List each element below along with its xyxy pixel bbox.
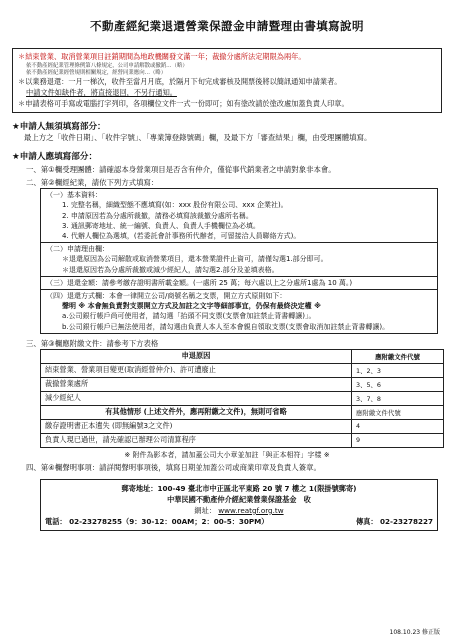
- table-row: 裁撤營業處所 3、5、6: [41, 377, 444, 391]
- mailing-address: 郵寄地址：100-49 臺北市中正區北平東路 20 號 7 樓之 1(限掛號郵寄): [121, 483, 357, 493]
- box-row-method: （四）退還方式欄：本會一律開立公司/商號名稱之支票，開立方式原則如下： 聲明 ※ 本會無負責對支票開立方式及加註之文字等細部事宜，仍保有最終決定權 ※ a.公司銀行帳戶尚可使用者，請勾選「抬頭不同支票(支票會加註禁止背書轉讓)」。 b.公司銀行帳戶已無法使用者，請勾選由負責人本人至本會親自領取支票(支票會取消加註禁止背書轉讓)。: [41, 289, 437, 333]
- table-row: 結束營業、營業項目變更(取消經營仲介)、許可遭廢止 1、2、3: [41, 363, 444, 377]
- broker-instructions-box: [40, 188, 438, 334]
- notice-line-3b: 中請文件如缺件者，將直接退回，不另行通知。: [26, 88, 177, 97]
- fax-number: 傳真： 02-23278227: [355, 516, 433, 526]
- contact-footer: [40, 479, 438, 531]
- table-row: 減少經紀人 3、7、8: [41, 391, 444, 405]
- organization-name: 中華民國不動產仲介經紀業營業保證基金 收: [167, 494, 311, 504]
- table-header: 申退原因 應附繳文件代號: [41, 349, 444, 363]
- version-label: 108.10.23 修正版: [389, 629, 440, 636]
- notice-line-1: ＊結束營業、取消營業項目註銷期間為地政機關發文滿一年；裁撤分處所法定期限為兩年。: [18, 52, 306, 61]
- notice-line-3: ＊以業務退還：一月一梯次，收件至當月月底，於隔月下旬完成審核及開票後將以簡訊通知申請業者。: [18, 77, 342, 87]
- no-fill-heading: ★申請人無須填寫部分：: [12, 122, 106, 133]
- no-fill-text: 最上方之「收件日期」、「收件字號」、「專業簿登錄號碼」欄，及最下方「審查結果」欄，由受理團體填寫。: [24, 133, 372, 143]
- table-subheader: 有其他情形 (上述文件外，應再附繳之文件)，無則可省略 應附繳文件代號: [41, 405, 444, 419]
- item-2: 二、第②欄經紀業，請依下列方式填寫：: [26, 178, 159, 188]
- page-title: 不動產經紀業退還營業保證金申請暨理由書填寫說明: [90, 19, 364, 33]
- item-4: 四、第④欄聲明事項：請詳閱聲明事項後，填寫日期並加蓋公司或商業印章及負責人簽章。: [26, 462, 321, 472]
- box-row-basic: （一）基本資料： 1. 完整名稱，細織型態不應填寫(如：xxx 股份有限公司、xxx 企業社)。 2. 申請原因若為分處所裁撤，請務必填寫該裁撤分處所名稱。 3. 通訊郵寄地址、統一編號、負責人、負責人手機欄位為必填。 4. 代辦人欄位為選填，(若委託會計事務所代辦者，可留接洽人員聯絡方式)。: [46, 191, 301, 240]
- table-row: 負責人現已過世，請先確認已辦理公司清算程序 9: [41, 433, 444, 447]
- must-fill-heading: ★申請人應填寫部分：: [12, 152, 98, 163]
- notice-box: [12, 48, 442, 113]
- website-link[interactable]: www.reatgf.org.tw: [218, 505, 284, 515]
- box-row-reason: （二）申請理由欄： ＊退還原因為公司解散或取消營業項目，還本營業證件止資可，請僅勾選1.部分即可。 ＊退還原因若為分處所裁撤或減少經紀人，請勾選2.部分及並填表格。: [41, 242, 437, 276]
- attachment-note: ※ 附件為影本者，請加蓋公司大小章並加註「與正本相符」字樣 ※: [124, 450, 330, 459]
- table-row: 繳存證明書正本遺失 (即無編號3之文件) 4: [41, 419, 444, 433]
- item-3: 三、第③欄應附繳文件：請參考下方表格: [26, 338, 159, 348]
- website-line: 網址： www.reatgf.org.tw: [194, 505, 284, 515]
- phone-number: 電話： 02-23278255（9：30-12：00AM；2：00-5：30PM）: [45, 516, 269, 526]
- notice-line-4: ＊申請表格可手寫或電腦打字列印，各項欄位文件一式一份即可；如有塗改請於塗改處加蓋負責人印章。: [18, 98, 349, 108]
- notice-small-1: 依不動產經紀業管理條例第八條規定，公司申請解散或撤銷…（略）: [26, 62, 188, 69]
- documents-table: [40, 349, 444, 448]
- box-row-amount: （三）退還金額：請參考繳存證明書所載金額。(一處所 25 萬；每六處以上之分處所1處為 10 萬。): [41, 276, 437, 289]
- notice-small-2: 依不動產經紀業經營規則相關規定，經營同業應向…（略）: [26, 70, 167, 76]
- item-1: 一、第①欄受理團體：請確認本身營業項目是否含有仲介，僅從事代銷業者之申請對象非本會。: [26, 165, 336, 175]
- phone-fax-line: [45, 516, 433, 527]
